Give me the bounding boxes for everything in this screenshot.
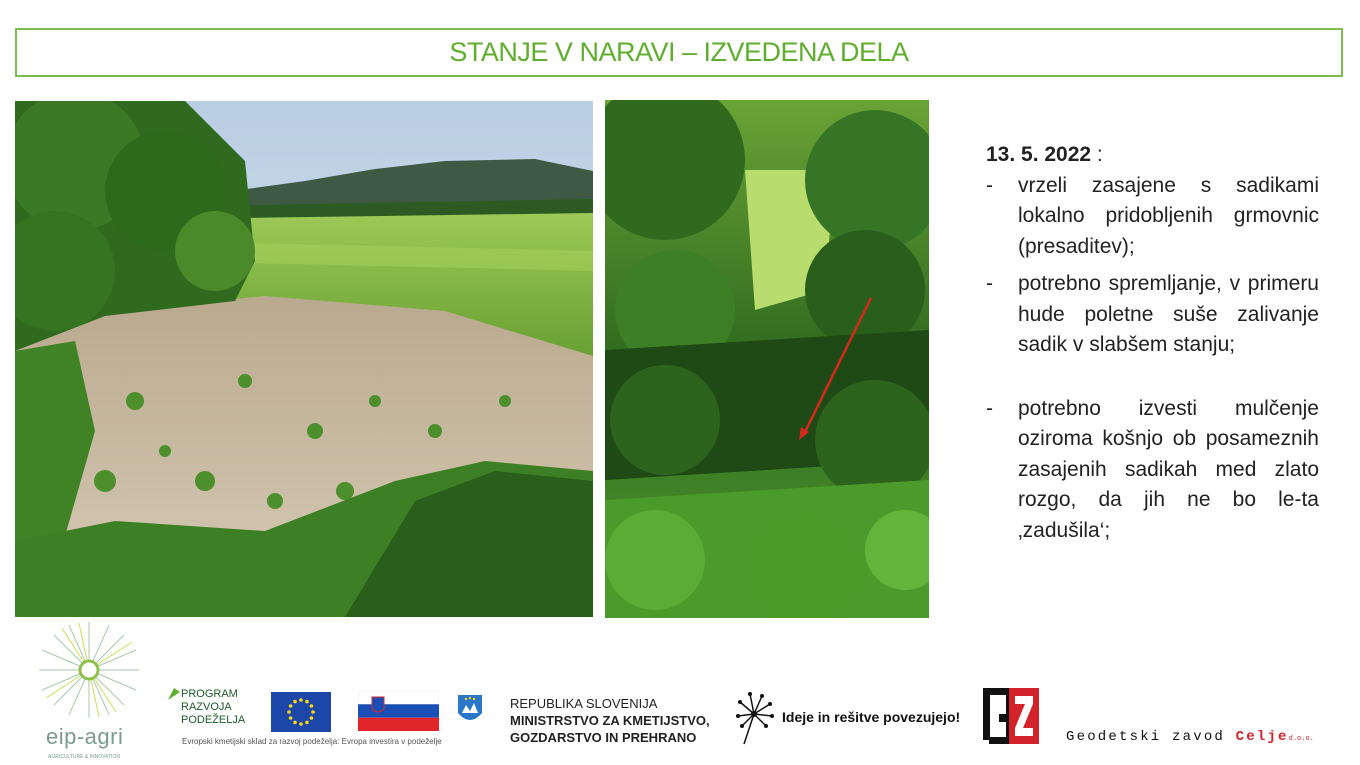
eu-flag-icon bbox=[271, 692, 331, 732]
prp-line-3: PODEŽELJA bbox=[181, 714, 246, 726]
list-item-text: potrebno izvesti mulčenje oziroma košnjo ob posameznih zasajenih sadikah med zlato rozgo, da jih ne bo le-ta ‚zadušila‘; bbox=[1018, 396, 1319, 542]
list-item bbox=[986, 171, 1319, 263]
title-box bbox=[15, 28, 1343, 77]
gz-name-part: Geodetski zavod bbox=[1066, 729, 1236, 745]
footer-logos bbox=[0, 618, 1360, 765]
date-suffix: : bbox=[1091, 143, 1103, 166]
eip-agri-name: eip-agri bbox=[46, 724, 124, 749]
gz-company-name bbox=[1066, 729, 1314, 745]
photo-dense-vegetation bbox=[605, 100, 929, 618]
notes-panel bbox=[986, 140, 1319, 546]
eip-agri-logo bbox=[34, 620, 144, 762]
bullet-dash: - bbox=[986, 396, 993, 420]
list-item-text: potrebno spremljanje, v primeru hude poletne suše zalivanje sadik v slabšem stanju; bbox=[1018, 272, 1319, 356]
eafrd-caption: Evropski kmetijski sklad za razvoj podeželja: Evropa investira v podeželje bbox=[182, 737, 442, 746]
prp-line-1: PROGRAM bbox=[181, 688, 238, 700]
date-line bbox=[986, 140, 1319, 171]
date: 13. 5. 2022 bbox=[986, 143, 1092, 166]
ministry-text bbox=[510, 695, 710, 746]
slovenia-flag-icon bbox=[358, 691, 439, 731]
slovenia-crest-icon bbox=[456, 693, 484, 727]
dandelion-icon bbox=[736, 690, 776, 746]
ministry-line-3: GOZDARSTVO IN PREHRANO bbox=[510, 730, 697, 745]
gz-suffix: d.o.o. bbox=[1288, 735, 1314, 743]
ministry-line-2: MINISTRSTVO ZA KMETIJSTVO, bbox=[510, 713, 710, 728]
list-item bbox=[986, 269, 1319, 361]
prp-leaf-icon bbox=[166, 686, 182, 702]
eip-agri-tagline: AGRICULTURE & INNOVATION bbox=[48, 754, 120, 760]
gz-logo bbox=[983, 688, 1039, 744]
bullet-dash: - bbox=[986, 272, 993, 295]
list-item bbox=[986, 394, 1319, 547]
notes-list bbox=[986, 171, 1319, 547]
gz-city: Celje bbox=[1235, 729, 1289, 745]
bullet-dash: - bbox=[986, 173, 993, 197]
prp-line-2: RAZVOJA bbox=[181, 701, 232, 713]
ministry-line-1: REPUBLIKA SLOVENIJA bbox=[510, 696, 658, 711]
photo-field-bare-soil bbox=[15, 101, 593, 617]
page-title: STANJE V NARAVI – IZVEDENA DELA bbox=[449, 37, 909, 67]
eip-agri-burst-icon bbox=[34, 620, 144, 720]
slogan: Ideje in rešitve povezujejo! bbox=[782, 709, 961, 725]
list-item-text: vrzeli zasajene s sadikami lokalno pridobljenih grmovnic (presaditev); bbox=[1018, 173, 1319, 258]
program-razvoja-podezelja-logo bbox=[166, 686, 246, 734]
